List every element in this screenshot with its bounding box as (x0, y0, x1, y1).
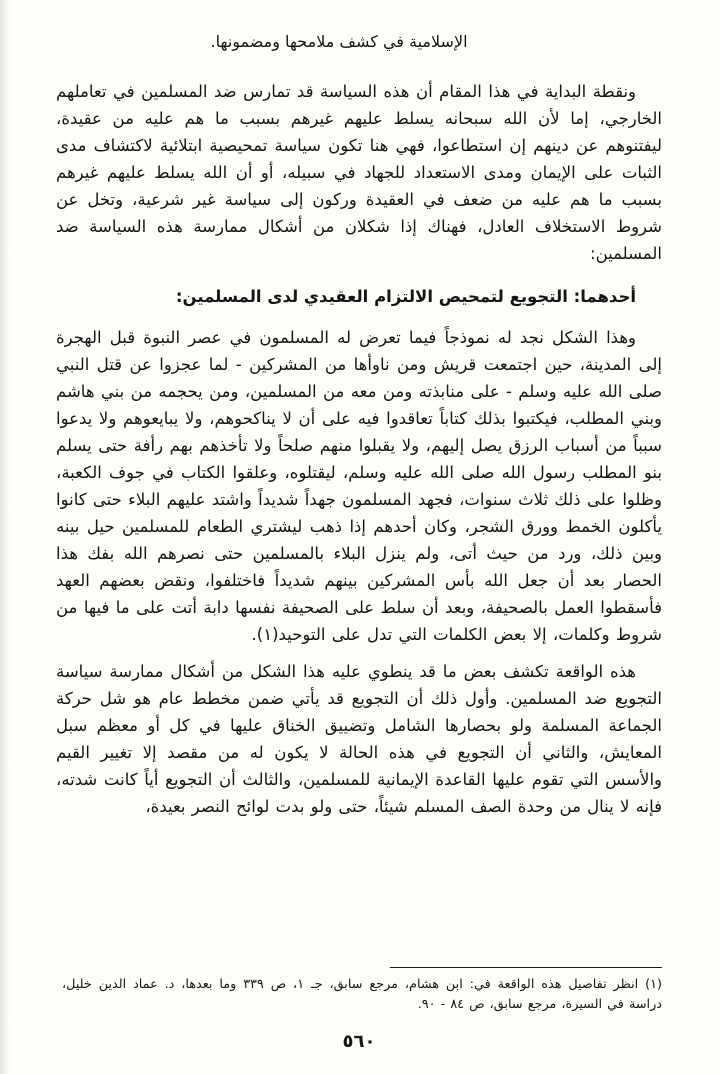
page-footer (56, 967, 662, 1052)
paragraph-intro: ونقطة البداية في هذا المقام أن هذه السياسة قد تمارس ضد المسلمين في تعاملهم الخارجي، إما لأن الله سبحانه يسلط عليهم غيرهم بسبب ما هم عليه من عقيدة، ليفتنوهم عن دينهم إن استطاعوا، فهي هنا تكون سياسة تمحيصية ابتلائية لاكتشاف مدى الثبات على الإيمان ومدى الاستعداد للجهاد في سبيله، أو أن الله يسلط عليهم غيرهم بسبب ما هم عليه من ضعف في العقيدة وركون إلى سياسة غير شرعية، وتخل عن شروط الاستخلاف العادل، فهناك إذا شكلان من أشكال ممارسة هذه السياسة ضد المسلمين: (56, 82, 662, 263)
paragraph-boycott-story: وهذا الشكل نجد له نموذجاً فيما تعرض له المسلمون في عصر النبوة قبل الهجرة إلى المدينة، حين اجتمعت قريش ومن ناوأها من المشركين - لما عجزوا عن قتل النبي صلى الله عليه وسلم - على منابذته ومن معه من المسلمين، ومن يحجمه من بني هاشم وبني المطلب، فيكتبوا بذلك كتاباً تعاقدوا فيه على أن لا يناكحوهم، ولا يبايعوهم ولا يدعوا سبباً من أسباب الرزق يصل إليهم، ولا يقبلوا منهم صلحاً ولا تأخذهم بهم رأفة حتى يسلم بنو المطلب رسول الله صلى الله عليه وسلم، ليقتلوه، وعلقوا الكتاب في جوف الكعبة، وظلوا على ذلك ثلاث سنوات، فجهد المسلمون جهداً شديداً واشتد عليهم البلاء حتى كانوا يأكلون الخمط وورق الشجر، وكان أحدهم إذا ذهب ليشتري الطعام للمسلمين حيل بينه وبين ذلك، ورد من حيث أتى، ولم ينزل البلاء بالمسلمين حتى نصرهم الله بفك هذا الحصار بعد أن جعل الله بأس المشركين بينهم شديداً فاختلفوا، ونقض بعضهم العهد فأسقطوا العمل بالصحيفة، وبعد أن سلط على الصحيفة نفسها دابة أتت على ما فيها من شروط وكلمات، إلا بعض الكلمات التي تدل على التوحيد(١). (56, 328, 662, 644)
paragraph-analysis: هذه الواقعة تكشف بعض ما قد ينطوي عليه هذا الشكل من أشكال ممارسة سياسة التجويع ضد المسلمين. وأول ذلك أن التجويع قد يأتي ضمن مخطط عام هو شل حركة الجماعة المسلمة ولو بحصارها الشامل وتضييق الخناق عليها في كل أو معظم سبل المعايش، والثاني أن التجويع في هذه الحالة لا يكون له من مقصد إلا تغيير القيم والأسس التي تقوم عليها القاعدة الإيمانية للمسلمين، والثالث أن التجويع أياً كانت شدته، فإنه لا ينال من وحدة الصف المسلم شيئاً، حتى ولو بدت لوائح النصر بعيدة، (56, 662, 662, 816)
page-number: ٥٦٠ (342, 1031, 376, 1052)
running-head: الإسلامية في كشف ملامحها ومضمونها. (210, 32, 468, 51)
footnote-divider (390, 967, 662, 968)
footnote-text: (١) انظر تفاصيل هذه الواقعة في: ابن هشام، مرجع سابق، جـ ١، ص ٣٣٩ وما بعدها، د. عماد الدين خليل، دراسة في السيرة، مرجع سابق، ص ٨٤ - ٩٠. (62, 977, 662, 1012)
section-heading: أحدهما: التجويع لتمحيص الالتزام العقيدي لدى المسلمين: (175, 287, 636, 306)
